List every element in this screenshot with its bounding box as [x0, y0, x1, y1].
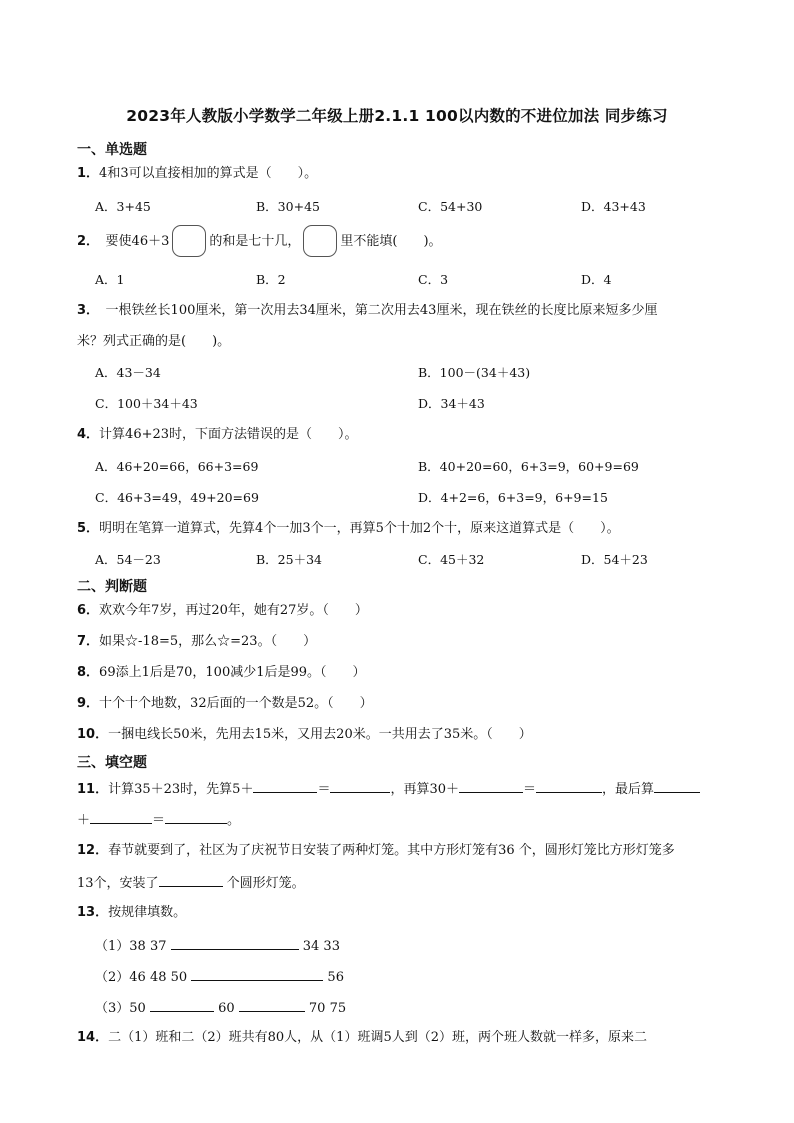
option-b: B．100－(34＋43): [418, 365, 531, 380]
question-text: 明明在笔算一道算式，先算4个一加3个一，再算5个十加2个十，原来这道算式是（ ）。: [99, 521, 620, 536]
answer-blank[interactable]: [239, 998, 305, 1012]
option-d: D．4: [581, 272, 612, 287]
answer-blank[interactable]: [459, 779, 523, 793]
question-number: 3．: [77, 303, 100, 318]
option-c: C．45＋32: [418, 552, 485, 567]
question-12-continued: [77, 873, 305, 893]
question-text: ，再算30＋: [390, 782, 460, 797]
question-text: 欢欢今年7岁，再过20年，她有27岁。（ ）: [99, 603, 368, 618]
option-a: A．1: [95, 272, 125, 287]
option-a: A．43－34: [95, 365, 161, 380]
sequence-text: （1）38 37: [95, 939, 171, 954]
question-text: 二（1）班和二（2）班共有80人，从（1）班调5人到（2）班，两个班人数就一样多，原来二: [108, 1030, 647, 1045]
answer-blank[interactable]: [654, 779, 700, 793]
answer-blank[interactable]: [150, 998, 214, 1012]
answer-blank[interactable]: [330, 779, 390, 793]
question-text-line1: 一根铁丝长100厘米，第一次用去34厘米，第二次用去43厘米，现在铁丝的长度比原来短多少厘: [105, 303, 658, 318]
sequence-text: 34 33: [298, 939, 340, 954]
question-8: [77, 664, 366, 682]
question-text: ＋: [77, 813, 91, 828]
sequence-text: （2）46 48 50: [95, 970, 192, 985]
option-d: D．34＋43: [418, 396, 485, 411]
question-number: 8．: [77, 665, 100, 680]
question-text-part1: 要使46＋3: [105, 234, 170, 249]
question-number: 11．: [77, 782, 109, 797]
option-c: C．54+30: [418, 199, 483, 214]
sequence-row-2: [95, 967, 344, 987]
question-9: [77, 695, 373, 713]
sequence-text: 56: [323, 970, 344, 985]
page-title: 2023年人教版小学数学二年级上册2.1.1 100以内数的不进位加法 同步练习: [126, 107, 668, 125]
answer-blank[interactable]: [165, 810, 227, 824]
question-number: 4．: [77, 427, 100, 442]
question-text-line1: 春节就要到了，社区为了庆祝节日安装了两种灯笼。其中方形灯笼有36 个，圆形灯笼比方形灯笼多: [108, 843, 675, 858]
question-4: [77, 426, 358, 444]
question-1: [77, 165, 317, 183]
question-text-part3: 里不能填( )。: [340, 234, 442, 249]
question-14: [77, 1029, 647, 1047]
question-number: 9．: [77, 696, 100, 711]
answer-blank[interactable]: [90, 810, 152, 824]
answer-blank[interactable]: [253, 779, 317, 793]
question-text: ＝: [317, 782, 331, 797]
question-text: ，最后算: [602, 782, 655, 797]
question-text: 十个十个地数，32后面的一个数是52。（ ）: [99, 696, 373, 711]
sequence-row-1: [95, 936, 340, 956]
option-a: A．54－23: [95, 552, 161, 567]
question-11-continued: [77, 810, 240, 830]
question-number: 7．: [77, 634, 100, 649]
question-number: 12．: [77, 843, 109, 858]
question-number: 13．: [77, 905, 109, 920]
sequence-text: 70 75: [304, 1001, 347, 1016]
question-5: [77, 520, 620, 538]
option-b: B．40+20=60，6+3=9，60+9=69: [418, 459, 639, 474]
question-12: [77, 842, 675, 860]
question-text: 计算46+23时，下面方法错误的是（ ）。: [99, 427, 358, 442]
option-c: C．100＋34＋43: [95, 396, 198, 411]
question-text-part2: 的和是七十几，: [209, 234, 301, 249]
answer-blank[interactable]: [171, 936, 299, 950]
question-7: [77, 633, 316, 651]
question-text: 。: [227, 813, 241, 828]
question-text: ＝: [523, 782, 537, 797]
sequence-text: （3）50: [95, 1001, 150, 1016]
question-3: [77, 302, 657, 320]
question-text: 13个，安装了: [77, 876, 159, 891]
question-text: 计算35＋23时，先算5＋: [108, 782, 254, 797]
question-text: 如果☆-18=5，那么☆=23。（ ）: [99, 634, 317, 649]
question-text: ＝: [152, 813, 166, 828]
question-11: [77, 779, 700, 799]
option-b: B．30+45: [256, 199, 320, 214]
section-heading-true-false: 二、判断题: [77, 579, 147, 595]
question-number: 10．: [77, 727, 109, 742]
option-c: C．3: [418, 272, 449, 287]
option-d: D．54＋23: [581, 552, 648, 567]
sequence-row-3: [95, 998, 346, 1018]
sequence-text: 60: [213, 1001, 239, 1016]
answer-blank[interactable]: [191, 967, 323, 981]
answer-box: [172, 225, 206, 257]
question-number: 6．: [77, 603, 100, 618]
question-text: 4和3可以直接相加的算式是（ ）。: [99, 166, 318, 181]
option-b: B．2: [256, 272, 286, 287]
option-a: A．46+20=66，66+3=69: [95, 459, 259, 474]
question-13: [77, 904, 186, 922]
question-text: 个圆形灯笼。: [222, 876, 305, 891]
question-3-continued: 米？列式正确的是( )。: [77, 334, 231, 349]
option-b: B．25＋34: [256, 552, 322, 567]
question-number: 5．: [77, 521, 100, 536]
question-text: 69添上1后是70，100减少1后是99。（ ）: [99, 665, 366, 680]
option-a: A．3+45: [95, 199, 151, 214]
option-c: C．46+3=49，49+20=69: [95, 490, 259, 505]
section-heading-single-choice: 一、单选题: [77, 142, 147, 158]
question-10: [77, 726, 532, 744]
answer-blank[interactable]: [159, 873, 223, 887]
answer-box: [303, 225, 337, 257]
question-text: 一捆电线长50米，先用去15米，又用去20米。一共用去了35米。（ ）: [108, 727, 532, 742]
question-number: 2．: [77, 234, 100, 249]
question-2: [77, 225, 442, 259]
section-heading-fill-in: 三、填空题: [77, 755, 147, 771]
option-d: D．4+2=6，6+3=9，6+9=15: [418, 490, 608, 505]
question-text: 按规律填数。: [108, 905, 187, 920]
answer-blank[interactable]: [536, 779, 602, 793]
question-number: 1．: [77, 166, 100, 181]
question-6: [77, 602, 368, 620]
option-d: D．43+43: [581, 199, 646, 214]
question-number: 14．: [77, 1030, 109, 1045]
